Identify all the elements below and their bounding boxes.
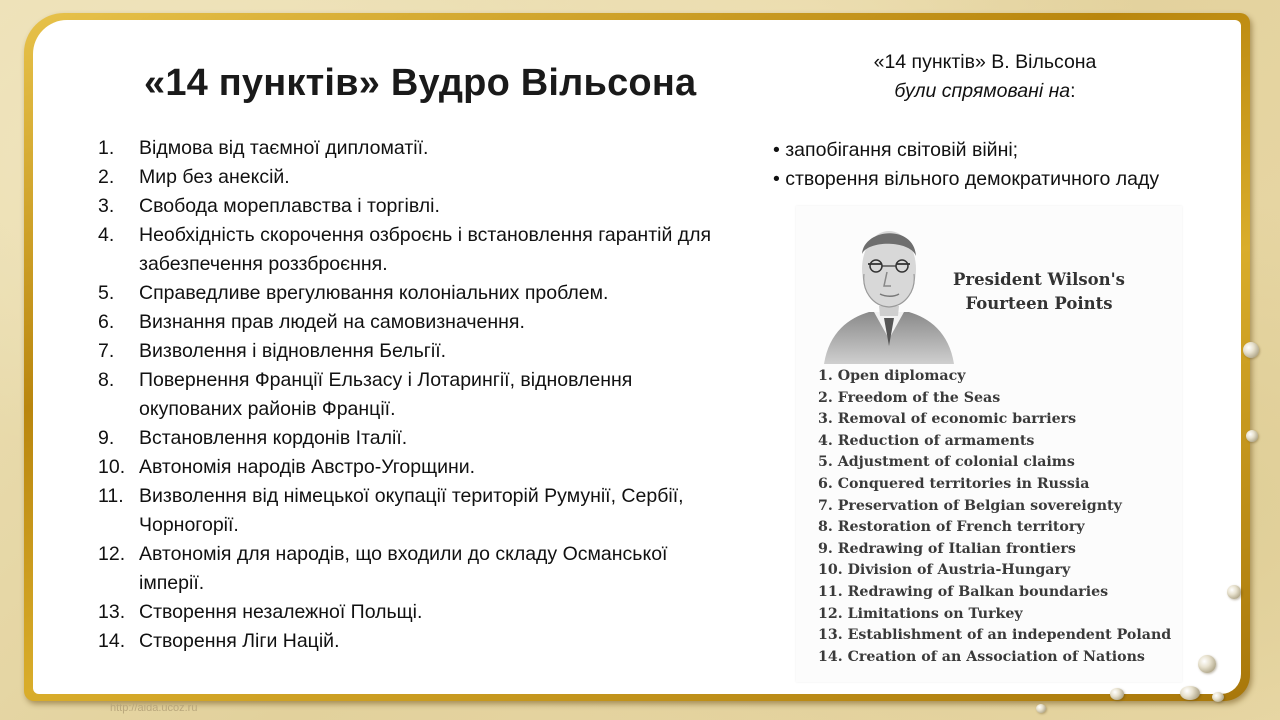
summary-heading-italic: були спрямовані на (894, 80, 1071, 102)
water-drop-3 (1227, 585, 1241, 599)
point-item (98, 221, 718, 279)
summary-bullet-2: • створення вільного демократичного ладу (773, 168, 1160, 190)
wilson-portrait-icon (824, 214, 954, 364)
point-text: Автономія для народів, що входили до складу Османської імперії. (139, 543, 668, 594)
poster-points-list (818, 366, 1171, 668)
point-item (98, 540, 718, 598)
watermark-url: http://aida.ucoz.ru (110, 702, 198, 714)
point-text: Повернення Франції Ельзасу і Лотарингії, відновлення окупованих районів Франції. (139, 369, 633, 420)
point-text: Встановлення кордонів Італії. (139, 427, 408, 449)
water-drop-8 (1036, 704, 1046, 713)
point-text: Свобода мореплавства і торгівлі. (139, 195, 440, 217)
point-item (98, 192, 718, 221)
point-item (98, 308, 718, 337)
point-number: 1. (98, 137, 115, 159)
poster-point-item: 9. Redrawing of Italian frontiers (818, 540, 1076, 557)
poster-point-item: 12. Limitations on Turkey (818, 605, 1023, 622)
point-number: 9. (98, 427, 115, 449)
points-list (98, 134, 718, 656)
poster-title (944, 268, 1134, 316)
poster-point-item: 1. Open diplomacy (818, 368, 966, 384)
poster-title-line2: Fourteen Points (965, 294, 1113, 313)
point-item (98, 627, 718, 656)
point-number: 5. (98, 282, 115, 304)
summary-heading-colon: : (1070, 80, 1076, 102)
summary-bullets (773, 136, 1159, 194)
water-drop-2 (1246, 430, 1258, 442)
summary-heading (800, 48, 1170, 106)
point-text: Створення Ліги Націй. (139, 630, 340, 652)
point-number: 12. (98, 543, 126, 565)
point-item (98, 134, 718, 163)
summary-bullet-1: • запобігання світовій війні; (773, 139, 1019, 161)
poster-point-item: 4. Reduction of armaments (818, 432, 1035, 449)
poster-point-item: 5. Adjustment of colonial claims (818, 454, 1075, 471)
poster-point-item: 10. Division of Austria-Hungary (818, 562, 1071, 579)
poster-point-item: 7. Preservation of Belgian sovereignty (818, 497, 1122, 514)
poster-title-line1: President Wilson's (953, 270, 1125, 289)
point-text: Автономія народів Австро-Угорщини. (139, 456, 476, 478)
point-text: Необхідність скорочення озброєнь і встановлення гарантій для забезпечення роззброєння. (139, 224, 712, 275)
poster-point-item: 2. Freedom of the Seas (818, 389, 1001, 406)
point-number: 3. (98, 195, 115, 217)
slide-title: «14 пунктів» Вудро Вільсона (144, 62, 697, 104)
point-item (98, 453, 718, 482)
point-text: Визнання прав людей на самовизначення. (139, 311, 525, 333)
point-text: Відмова від таємної дипломатії. (139, 137, 429, 159)
point-number: 8. (98, 369, 115, 391)
poster-point-item: 13. Establishment of an independent Poland (818, 627, 1172, 644)
point-number: 10. (98, 456, 126, 478)
point-text: Визволення і відновлення Бельгії. (139, 340, 447, 362)
point-text: Мир без анексій. (139, 166, 290, 188)
wilson-poster-image (796, 206, 1182, 682)
point-number: 11. (98, 485, 124, 507)
poster-point-item: 3. Removal of economic barriers (818, 411, 1077, 428)
point-text: Визволення від німецької окупації територій Румунії, Сербії, Чорногорії. (139, 485, 684, 536)
point-text: Створення незалежної Польщі. (139, 601, 423, 623)
poster-point-item: 8. Restoration of French territory (818, 519, 1085, 536)
point-number: 4. (98, 224, 115, 246)
point-number: 13. (98, 601, 126, 623)
point-item (98, 366, 718, 424)
point-number: 7. (98, 340, 115, 362)
water-drop-7 (1212, 692, 1224, 702)
water-drop-4 (1198, 655, 1216, 673)
summary-heading-line2 (800, 77, 1170, 106)
poster-point-item: 6. Conquered territories in Russia (818, 475, 1090, 492)
point-text: Справедливе врегулювання колоніальних проблем. (139, 282, 609, 304)
point-number: 2. (98, 166, 115, 188)
poster-point-item: 11. Redrawing of Balkan boundaries (818, 583, 1109, 600)
point-item (98, 598, 718, 627)
point-item (98, 337, 718, 366)
summary-heading-line1: «14 пунктів» В. Вільсона (873, 51, 1097, 73)
point-number: 6. (98, 311, 115, 333)
point-item (98, 424, 718, 453)
water-drop-1 (1243, 342, 1259, 358)
water-drop-5 (1180, 686, 1200, 700)
point-item (98, 163, 718, 192)
point-number: 14. (98, 630, 126, 652)
poster-point-item: 14. Creation of an Association of Nations (818, 648, 1145, 665)
water-drop-6 (1110, 688, 1124, 700)
point-item (98, 279, 718, 308)
point-item (98, 482, 718, 540)
